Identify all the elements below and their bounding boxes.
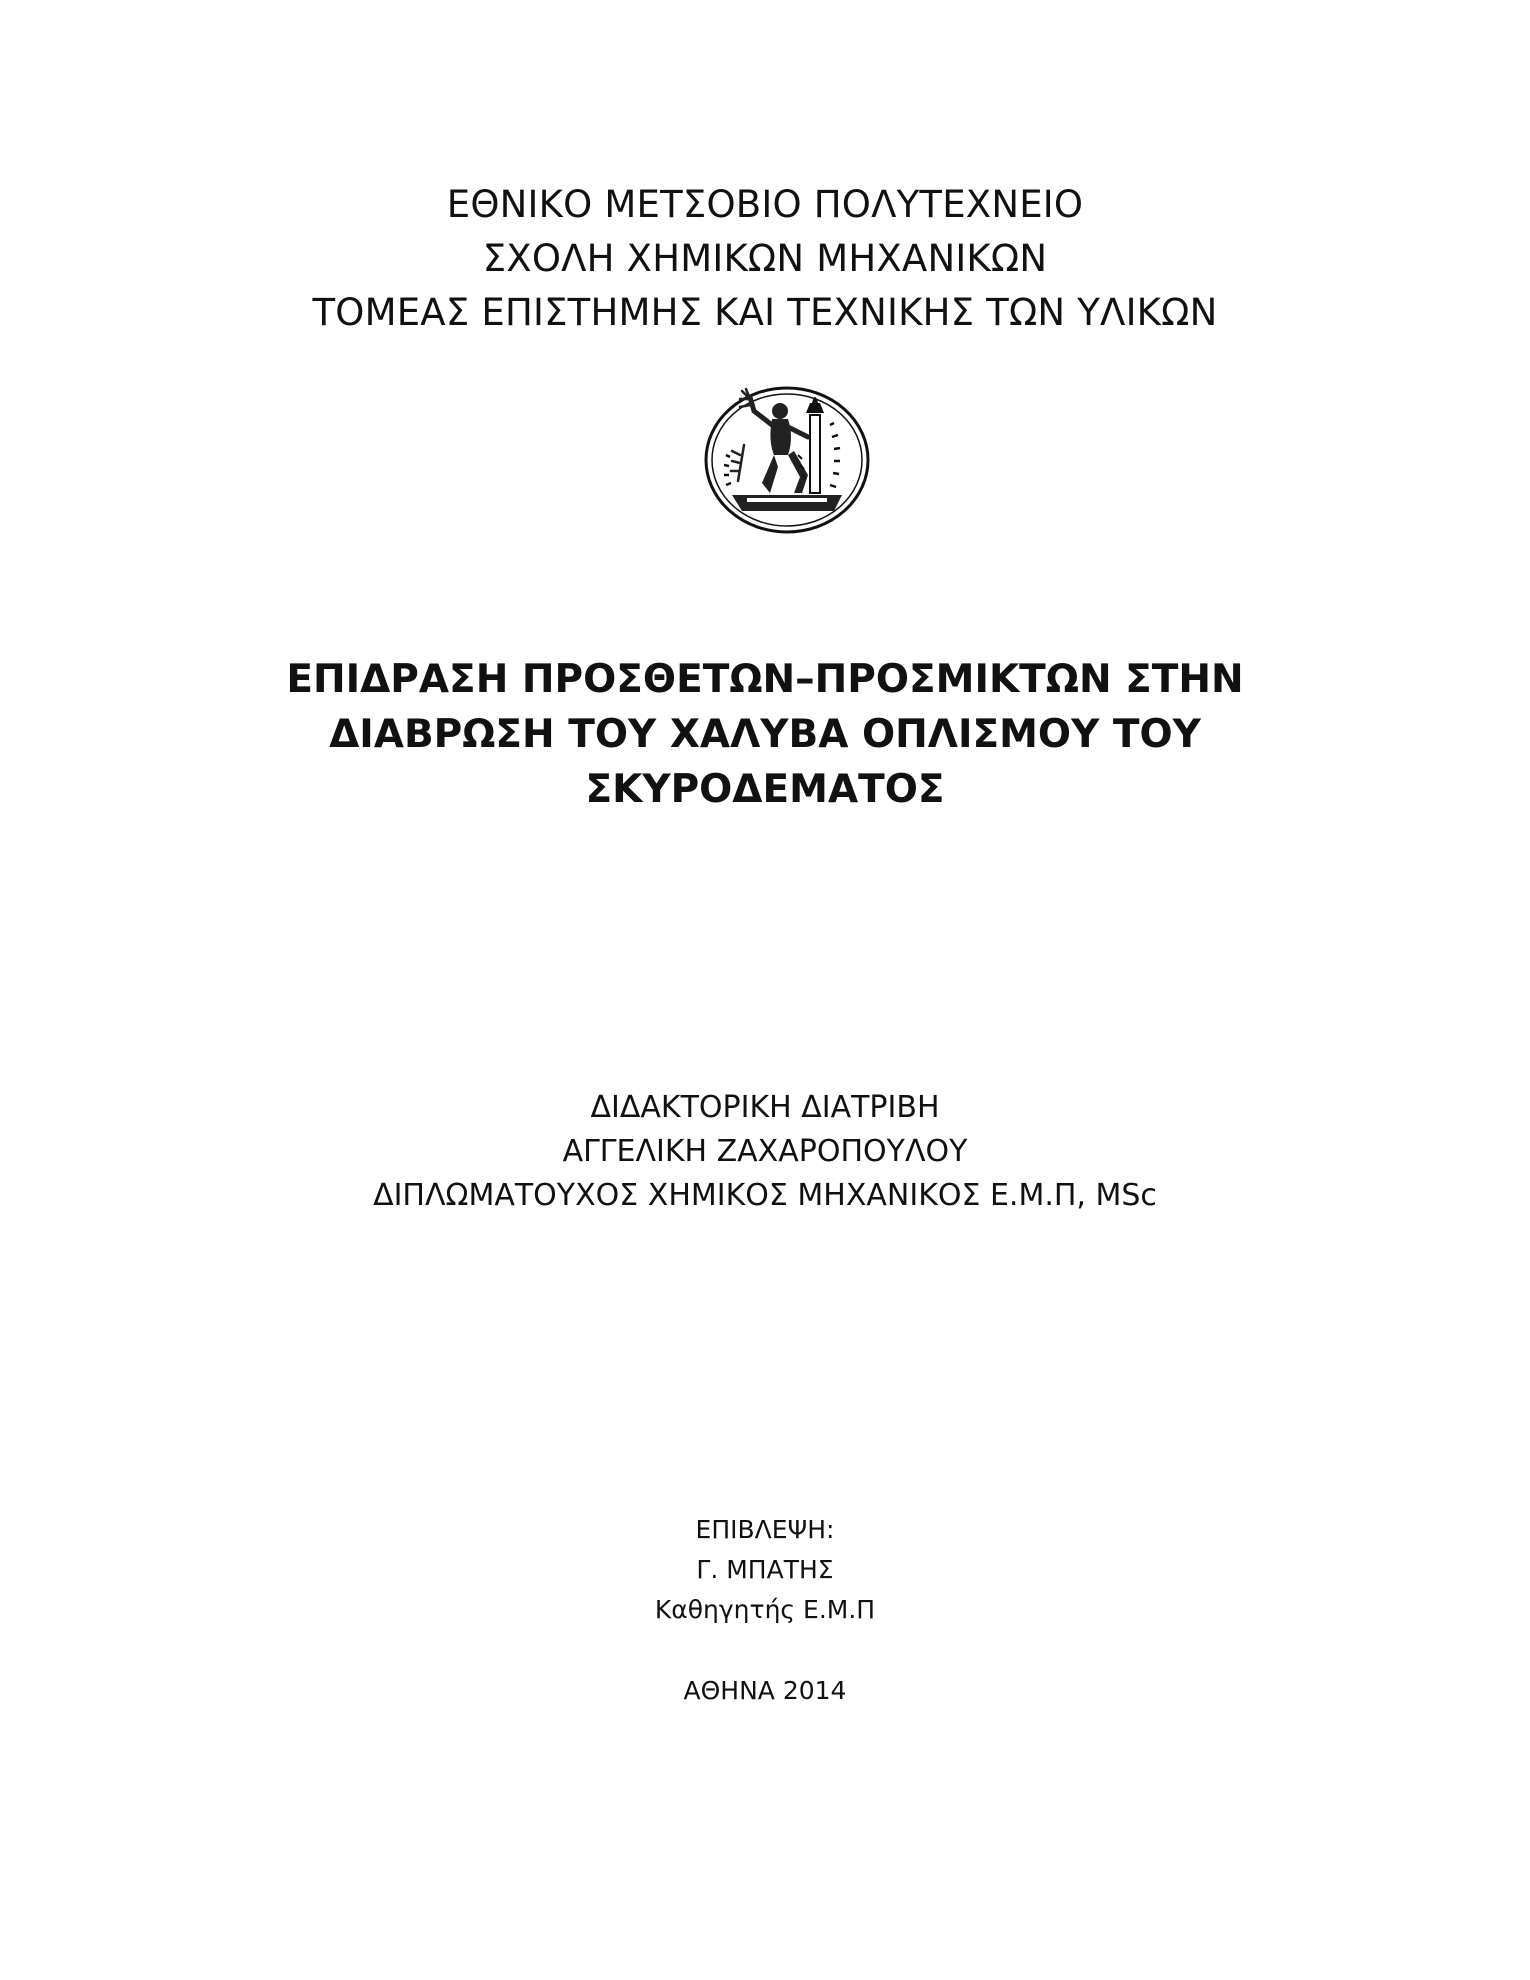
department-name: ΤΟΜΕΑΣ ΕΠΙΣΤΗΜΗΣ ΚΑΙ ΤΕΧΝΙΚΗΣ ΤΩΝ ΥΛΙΚΩΝ [312, 291, 1218, 334]
place-year [0, 1671, 1530, 1711]
institution-header [0, 178, 1530, 340]
supervisor-role: Καθηγητής Ε.Μ.Π [654, 1595, 876, 1624]
university-name: ΕΘΝΙΚΟ ΜΕΤΣΟΒΙΟ ΠΟΛΥΤΕΧΝΕΙΟ [446, 183, 1084, 226]
supervision-label: ΕΠΙΒΛΕΨΗ: [695, 1515, 835, 1544]
thesis-type: ΔΙΔΑΚΤΟΡΙΚΗ ΔΙΑΤΡΙΒΗ [590, 1090, 940, 1125]
title-line-3: ΣΚΥΡΟΔΕΜΑΤΟΣ [585, 767, 945, 812]
supervisor-name: Γ. ΜΠΑΤΗΣ [696, 1555, 834, 1584]
place-year-text: ΑΘΗΝΑ 2014 [683, 1676, 847, 1705]
title-line-1: ΕΠΙΔΡΑΣΗ ΠΡΟΣΘΕΤΩΝ–ΠΡΟΣΜΙΚΤΩΝ ΣΤΗΝ [286, 657, 1244, 702]
thesis-info [0, 1086, 1530, 1218]
university-seal-icon [702, 385, 872, 535]
thesis-title [0, 652, 1530, 817]
author-name: ΑΓΓΕΛΙΚΗ ΖΑΧΑΡΟΠΟΥΛΟΥ [562, 1134, 968, 1169]
author-credentials: ΔΙΠΛΩΜΑΤΟΥΧΟΣ ΧΗΜΙΚΟΣ ΜΗΧΑΝΙΚΟΣ Ε.Μ.Π, MSc [373, 1178, 1157, 1213]
school-name: ΣΧΟΛΗ ΧΗΜΙΚΩΝ ΜΗΧΑΝΙΚΩΝ [482, 237, 1048, 280]
title-line-2: ΔΙΑΒΡΩΣΗ ΤΟΥ ΧΑΛΥΒΑ ΟΠΛΙΣΜΟΥ ΤΟΥ [329, 712, 1201, 757]
supervision-block [0, 1510, 1530, 1630]
